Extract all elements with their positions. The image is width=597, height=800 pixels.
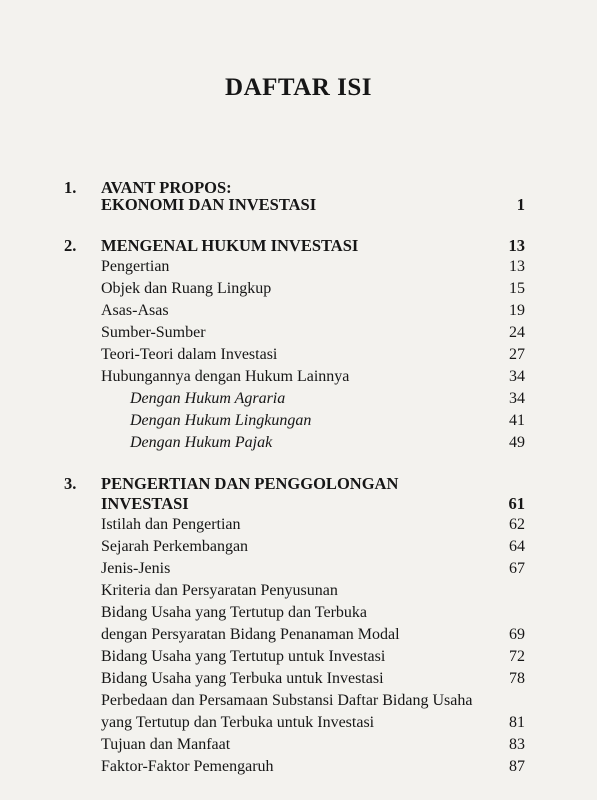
page-title: DAFTAR ISI xyxy=(225,74,372,101)
page-number: 81 xyxy=(509,714,525,731)
page-number: 19 xyxy=(509,302,525,319)
toc-entry-label: Asas-Asas xyxy=(101,302,169,319)
toc-entry-label: Faktor-Faktor Pemengaruh xyxy=(101,758,274,775)
toc-entry-label: Istilah dan Pengertian xyxy=(101,516,241,533)
toc-entry-label: Sejarah Perkembangan xyxy=(101,538,249,555)
toc-entry-label: Dengan Hukum Pajak xyxy=(130,434,273,451)
toc-entry-label: Perbedaan dan Persamaan Substansi Daftar Bidang Usaha xyxy=(101,692,473,709)
page-number: 87 xyxy=(509,758,525,775)
page-number: 34 xyxy=(509,390,525,407)
page-number: 49 xyxy=(509,434,525,451)
toc-entry-label: Bidang Usaha yang Terbuka untuk Investasi xyxy=(101,670,384,687)
toc-entry-label: Objek dan Ruang Lingkup xyxy=(101,280,272,297)
page-number: 15 xyxy=(509,280,525,297)
toc-entry-label: Dengan Hukum Lingkungan xyxy=(130,412,312,429)
toc-entry-label: Hubungannya dengan Hukum Lainnya xyxy=(101,368,350,385)
page-number: 13 xyxy=(508,236,525,255)
page-number: 24 xyxy=(509,324,525,341)
chapter-title-line: MENGENAL HUKUM INVESTASI xyxy=(101,236,359,255)
toc-entry-label: Teori-Teori dalam Investasi xyxy=(101,346,278,363)
toc-entry-label: dengan Persyaratan Bidang Penanaman Modal xyxy=(101,626,400,643)
page-number: 13 xyxy=(509,258,525,275)
page-number: 1 xyxy=(516,195,525,214)
chapter-number: 1. xyxy=(64,178,77,197)
chapter-title-line: AVANT PROPOS: xyxy=(101,178,232,197)
page-number: 78 xyxy=(509,670,525,687)
page-number: 83 xyxy=(509,736,525,753)
page-number: 72 xyxy=(509,648,525,665)
page-number: 69 xyxy=(509,626,525,643)
chapter-title-line: PENGERTIAN DAN PENGGOLONGAN xyxy=(101,474,399,493)
page-number: 64 xyxy=(509,538,525,555)
toc-entry-label: Jenis-Jenis xyxy=(101,560,171,577)
toc-entry-label: Sumber-Sumber xyxy=(101,324,206,341)
page-number: 27 xyxy=(509,346,525,363)
page-number: 34 xyxy=(509,368,525,385)
page-number: 67 xyxy=(509,560,525,577)
chapter-title-line: INVESTASI xyxy=(101,494,189,513)
chapter-number: 3. xyxy=(64,474,77,493)
toc-entry-label: Bidang Usaha yang Tertutup untuk Investasi xyxy=(101,648,386,665)
page-number: 41 xyxy=(509,412,525,429)
page-number: 61 xyxy=(508,494,525,513)
chapter-number: 2. xyxy=(64,236,77,255)
toc-entry-label: Bidang Usaha yang Tertutup dan Terbuka xyxy=(101,604,367,621)
toc-entry-label: yang Tertutup dan Terbuka untuk Investasi xyxy=(101,714,375,731)
toc-entry-label: Pengertian xyxy=(101,258,170,275)
page-number: 62 xyxy=(509,516,525,533)
toc-entry-label: Tujuan dan Manfaat xyxy=(101,736,231,753)
toc-entry-label: Kriteria dan Persyaratan Penyusunan xyxy=(101,582,338,599)
toc-entry-label: Dengan Hukum Agraria xyxy=(130,390,286,407)
chapter-title-line: EKONOMI DAN INVESTASI xyxy=(101,195,317,214)
